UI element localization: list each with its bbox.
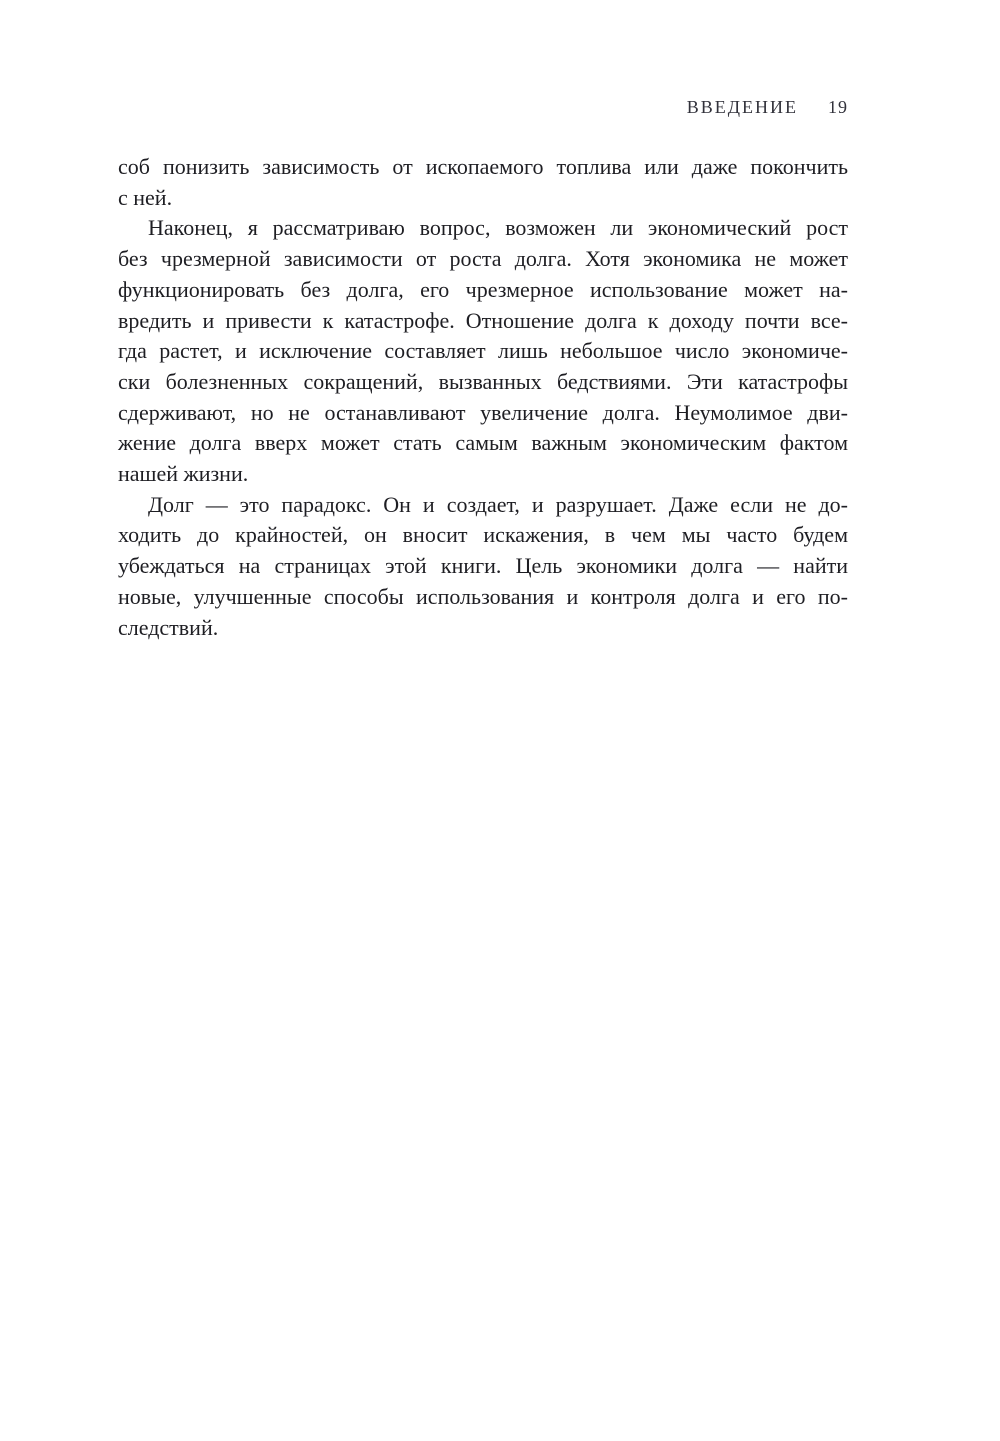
text-block bbox=[118, 152, 848, 643]
text-line: жение долга вверх может стать самым важным экономическим фактом bbox=[118, 430, 848, 456]
text-line: функционировать без долга, его чрезмерное использование может на- bbox=[118, 276, 848, 302]
text-line: Наконец, я рассматриваю вопрос, возможен ли экономический рост bbox=[148, 215, 848, 241]
text-line: убеждаться на страницах этой книги. Цель экономики долга — найти bbox=[118, 553, 848, 579]
text-line: новые, улучшенные способы использования и контроля долга и его по- bbox=[118, 583, 848, 609]
text-line: Долг — это парадокс. Он и создает, и разрушает. Даже если не до- bbox=[148, 491, 848, 517]
text-line: с ней. bbox=[118, 184, 173, 210]
text-line: гда растет, и исключение составляет лишь небольшое число экономиче- bbox=[118, 338, 848, 364]
running-header bbox=[118, 97, 848, 117]
text-line: ходить до крайностей, он вносит искажения, в чем мы часто будем bbox=[118, 522, 848, 548]
text-line: ски болезненных сокращений, вызванных бедствиями. Эти катастрофы bbox=[118, 368, 848, 394]
text-line: сдерживают, но не останавливают увеличение долга. Неумолимое дви- bbox=[118, 399, 848, 425]
text-line: вредить и привести к катастрофе. Отношение долга к доходу почти все- bbox=[118, 307, 848, 333]
text-line: нашей жизни. bbox=[118, 461, 249, 487]
page-number: 19 bbox=[828, 97, 848, 117]
text-line: без чрезмерной зависимости от роста долга. Хотя экономика не может bbox=[118, 246, 848, 272]
text-line: соб понизить зависимость от ископаемого топлива или даже покончить bbox=[118, 154, 848, 179]
running-header-title: ВВЕДЕНИЕ bbox=[686, 97, 798, 117]
text-line: следствий. bbox=[118, 614, 219, 640]
